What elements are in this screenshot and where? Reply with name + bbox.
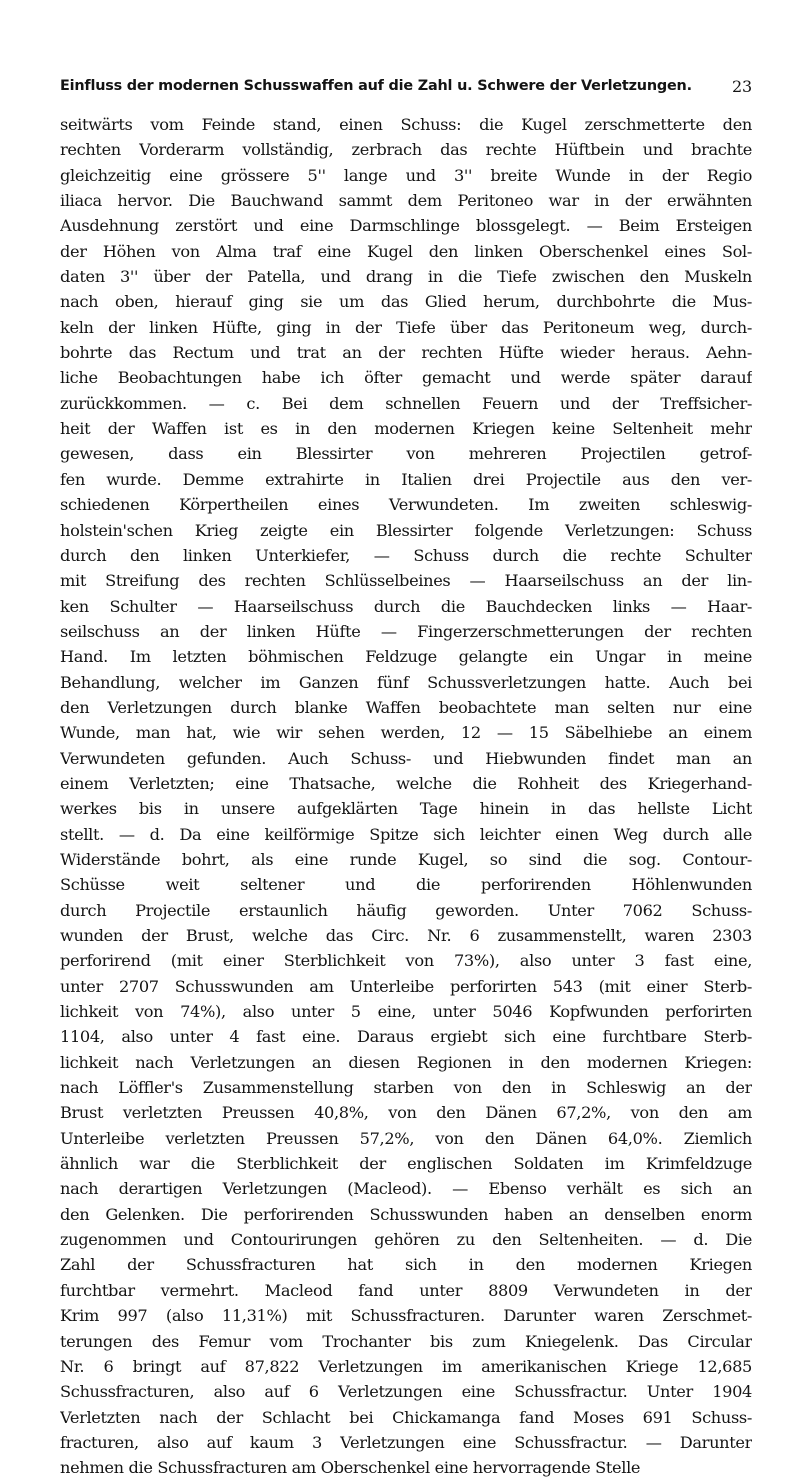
text-line: schiedenen Körpertheilen eines Verwundeten. Im zweiten schleswig- xyxy=(60,495,752,515)
text-line: fracturen, also auf kaum 3 Verletzungen eine Schussfractur. — Darunter xyxy=(60,1432,752,1452)
text-line: Brust verletzten Preussen 40,8%, von den Dänen 67,2%, von den am xyxy=(60,1103,752,1123)
text-line: Hand. Im letzten böhmischen Feldzuge gelangte ein Ungar in meine xyxy=(60,647,752,667)
text-line: ken Schulter — Haarseilschuss durch die Bauchdecken links — Haar- xyxy=(60,596,752,616)
text-line: werkes bis in unsere aufgeklärten Tage hinein in das hellste Licht xyxy=(60,799,752,819)
text-line: nach oben, hierauf ging sie um das Glied herum, durchbohrte die Mus- xyxy=(60,292,752,312)
text-line: Nr. 6 bringt auf 87,822 Verletzungen im amerikanischen Kriege 12,685 xyxy=(60,1356,752,1376)
text-line: Verletzten nach der Schlacht bei Chickamanga fand Moses 691 Schuss- xyxy=(60,1407,752,1427)
text-line: fen wurde. Demme extrahirte in Italien drei Projectile aus den ver- xyxy=(60,469,752,489)
text-line: zurückkommen. — c. Bei dem schnellen Feuern und der Treffsicher- xyxy=(60,393,752,413)
text-line: durch den linken Unterkiefer, — Schuss durch die rechte Schulter xyxy=(60,545,752,565)
body-text xyxy=(60,112,752,1481)
text-line: terungen des Femur vom Trochanter bis zum Kniegelenk. Das Circular xyxy=(60,1331,752,1351)
text-line: seitwärts vom Feinde stand, einen Schuss: die Kugel zerschmetterte den xyxy=(60,115,752,134)
text-line: nehmen die Schussfracturen am Oberschenkel eine hervorragende Stelle xyxy=(60,1458,641,1478)
text-line: zugenommen und Contourirungen gehören zu den Seltenheiten. — d. Die xyxy=(60,1230,752,1250)
text-line: lichkeit von 74%), also unter 5 eine, unter 5046 Kopfwunden perforirten xyxy=(60,1002,752,1022)
text-line: Widerstände bohrt, als eine runde Kugel, so sind die sog. Contour- xyxy=(60,849,752,869)
page-number: 23 xyxy=(732,77,752,96)
text-line: durch Projectile erstaunlich häufig geworden. Unter 7062 Schuss- xyxy=(60,900,752,920)
book-page xyxy=(60,78,752,1481)
text-line: perforirend (mit einer Sterblichkeit von 73%), also unter 3 fast eine, xyxy=(60,951,752,971)
text-line: rechten Vorderarm vollständig, zerbrach das rechte Hüftbein und brachte xyxy=(60,140,752,160)
text-line: seilschuss an der linken Hüfte — Fingerzerschmetterungen der rechten xyxy=(60,621,752,641)
text-line: Verwundeten gefunden. Auch Schuss- und Hiebwunden findet man an xyxy=(60,748,752,768)
text-line: Ausdehnung zerstört und eine Darmschlinge blossgelegt. — Beim Ersteigen xyxy=(60,216,752,236)
running-head xyxy=(60,78,752,104)
text-line: Krim 997 (also 11,31%) mit Schussfracturen. Darunter waren Zerschmet- xyxy=(60,1306,752,1326)
text-line: liche Beobachtungen habe ich öfter gemacht und werde später darauf xyxy=(60,368,752,388)
text-line: ähnlich war die Sterblichkeit der englischen Soldaten im Krimfeldzuge xyxy=(60,1154,752,1174)
text-line: iliaca hervor. Die Bauchwand sammt dem Peritoneo war in der erwähnten xyxy=(60,191,752,211)
text-line: heit der Waffen ist es in den modernen Kriegen keine Seltenheit mehr xyxy=(60,419,752,439)
text-line: 1104, also unter 4 fast eine. Daraus ergiebt sich eine furchtbare Sterb- xyxy=(60,1027,752,1047)
text-line: Schüsse weit seltener und die perforirenden Höhlenwunden xyxy=(60,875,752,895)
text-line: nach derartigen Verletzungen (Macleod). — Ebenso verhält es sich an xyxy=(60,1179,752,1199)
text-line: Wunde, man hat, wie wir sehen werden, 12 — 15 Säbelhiebe an einem xyxy=(60,723,752,743)
running-title: Einfluss der modernen Schusswaffen auf die Zahl u. Schwere der Verletzungen. xyxy=(60,78,692,94)
text-line: wunden der Brust, welche das Circ. Nr. 6 zusammenstellt, waren 2303 xyxy=(60,926,752,945)
text-line: nach Löffler's Zusammenstellung starben von den in Schleswig an der xyxy=(60,1078,752,1098)
text-line: furchtbar vermehrt. Macleod fand unter 8809 Verwundeten in der xyxy=(60,1280,752,1300)
text-line: lichkeit nach Verletzungen an diesen Regionen in den modernen Kriegen: xyxy=(60,1052,752,1072)
text-line: einem Verletzten; eine Thatsache, welche die Rohheit des Kriegerhand- xyxy=(60,773,752,793)
text-line: daten 3'' über der Patella, und drang in die Tiefe zwischen den Muskeln xyxy=(60,267,752,287)
text-line: der Höhen von Alma traf eine Kugel den linken Oberschenkel eines Sol- xyxy=(60,241,752,261)
text-line: stellt. — d. Da eine keilförmige Spitze sich leichter einen Weg durch alle xyxy=(60,824,752,844)
text-line: unter 2707 Schusswunden am Unterleibe perforirten 543 (mit einer Sterb- xyxy=(60,976,752,996)
text-line: Behandlung, welcher im Ganzen fünf Schussverletzungen hatte. Auch bei xyxy=(60,672,752,692)
text-line: holstein'schen Krieg zeigte ein Blessirter folgende Verletzungen: Schuss xyxy=(60,520,752,540)
text-line: keln der linken Hüfte, ging in der Tiefe über das Peritoneum weg, durch- xyxy=(60,317,752,337)
text-line: mit Streifung des rechten Schlüsselbeines — Haarseilschuss an der lin- xyxy=(60,571,752,591)
text-line: den Gelenken. Die perforirenden Schusswunden haben an denselben enorm xyxy=(60,1204,752,1224)
text-line: bohrte das Rectum und trat an der rechten Hüfte wieder heraus. Aehn- xyxy=(60,343,752,363)
text-line: Unterleibe verletzten Preussen 57,2%, von den Dänen 64,0%. Ziemlich xyxy=(60,1128,752,1148)
text-line: Zahl der Schussfracturen hat sich in den modernen Kriegen xyxy=(60,1255,752,1275)
text-line: gewesen, dass ein Blessirter von mehreren Projectilen getrof- xyxy=(60,444,752,464)
text-line: den Verletzungen durch blanke Waffen beobachtete man selten nur eine xyxy=(60,697,752,717)
text-line: gleichzeitig eine grössere 5'' lange und 3'' breite Wunde in der Regio xyxy=(60,165,752,185)
text-line: Schussfracturen, also auf 6 Verletzungen eine Schussfractur. Unter 1904 xyxy=(60,1382,752,1402)
